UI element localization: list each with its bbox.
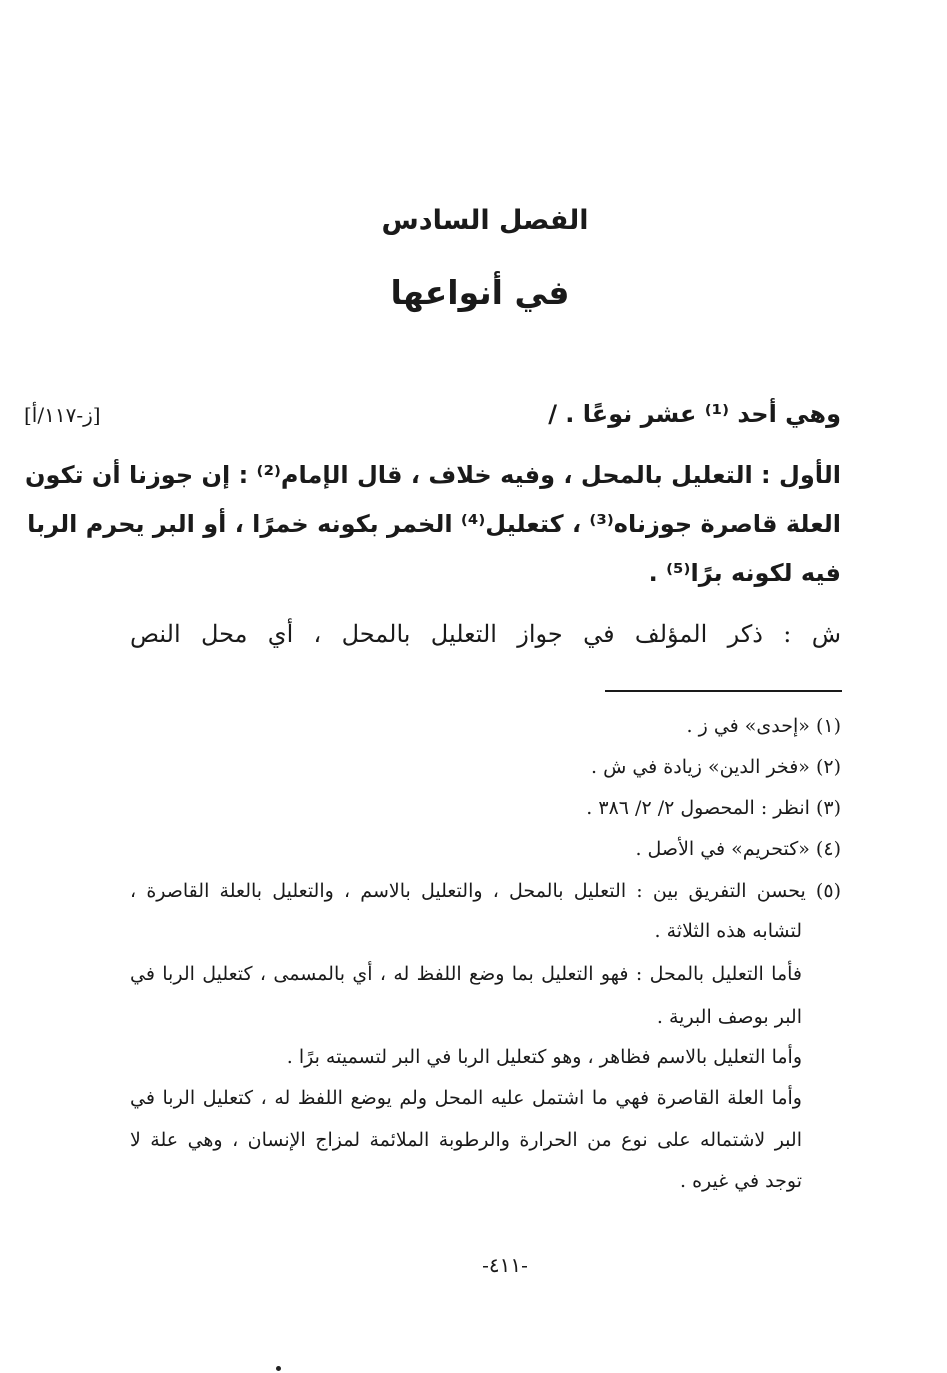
body-line-4: فيه لكونه برًا⁽⁵⁾ . <box>648 559 841 587</box>
footnote-2: (٢) «فخر الدين» زيادة في ش . <box>591 756 841 778</box>
footnote-5-line-7: البر لاشتماله على نوع من الحرارة والرطوبة الملائمة لمزاج الإنسان ، وهي علة لا <box>130 1129 802 1151</box>
body-line-3: العلة قاصرة جوزناه⁽³⁾ ، كتعليل⁽⁴⁾ الخمر بكونه خمرًا ، أو البر يحرم الربا <box>27 510 841 538</box>
footnote-5-line-4: البر بوصف البرية . <box>656 1006 802 1028</box>
commentary-line: ش : ذكر المؤلف في جواز التعليل بالمحل ، أي محل النص <box>130 620 841 648</box>
footnote-5-line-3: فأما التعليل بالمحل : فهو التعليل بما وضع اللفظ له ، أي بالمسمى ، كتعليل الربا في <box>130 963 802 985</box>
body-line-2: الأول : التعليل بالمحل ، وفيه خلاف ، قال الإمام⁽²⁾ : إن جوزنا أن تكون <box>25 461 841 489</box>
footnote-5-line-8: توجد في غيره . <box>679 1170 802 1192</box>
footnote-1: (١) «إحدى» في ز . <box>686 715 841 737</box>
footnote-4: (٤) «كتحريم» في الأصل . <box>635 838 841 860</box>
scan-speck <box>276 1366 281 1371</box>
footnote-separator <box>605 690 842 692</box>
chapter-subtitle: في أنواعها <box>390 273 570 312</box>
footnote-3: (٣) انظر : المحصول ٢/ ٢/ ٣٨٦ . <box>586 797 841 819</box>
footnote-5-line-6: وأما العلة القاصرة فهي ما اشتمل عليه المحل ولم يوضع اللفظ له ، كتعليل الربا في <box>130 1087 802 1109</box>
footnote-5-line-1: (٥) يحسن التفريق بين : التعليل بالمحل ، والتعليل بالاسم ، والتعليل بالعلة القاصرة ، <box>130 880 841 902</box>
body-line-1: وهي أحد ⁽¹⁾ عشر نوعًا . / <box>548 400 841 428</box>
footnote-5-line-5: وأما التعليل بالاسم فظاهر ، وهو كتعليل الربا في البر لتسميته برًا . <box>286 1046 802 1068</box>
chapter-title: الفصل السادس <box>381 205 589 236</box>
footnote-5-line-2: لتشابه هذه الثلاثة . <box>654 920 802 942</box>
manuscript-margin-reference: [ز-١١٧/أ] <box>24 403 101 427</box>
page-number: -٤١١- <box>482 1253 528 1277</box>
